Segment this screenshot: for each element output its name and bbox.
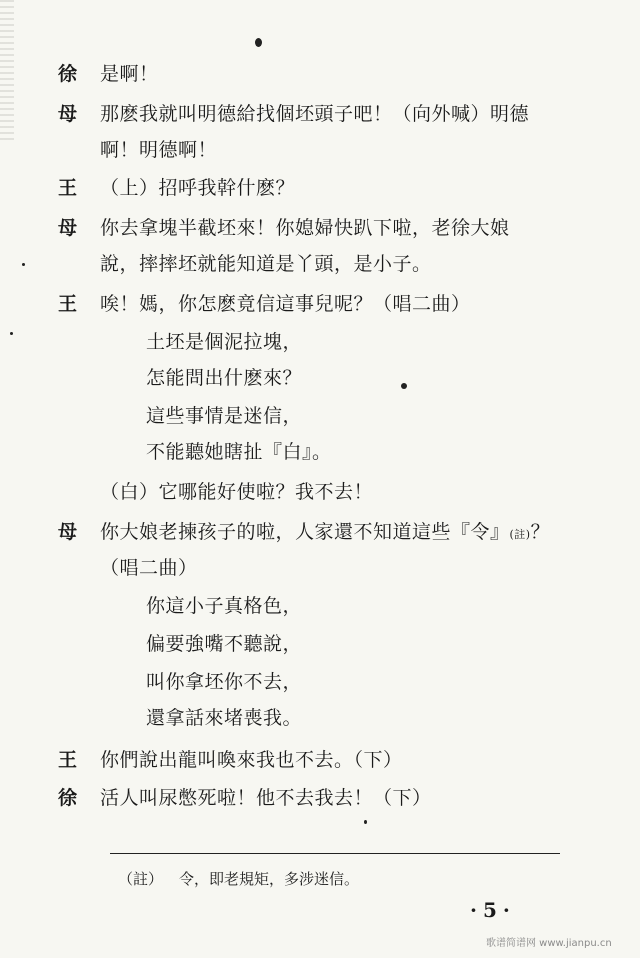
script-line: [0, 286, 640, 322]
speaker-label: 母: [58, 521, 78, 543]
dialogue-text: [100, 514, 550, 553]
song-line: 怎能問出什麽來？: [146, 367, 303, 389]
speaker-label: 王: [58, 293, 78, 315]
ink-spot: [10, 332, 13, 335]
dialogue-text: 啊！明德啊！: [100, 139, 218, 161]
script-line: [0, 434, 640, 470]
footnote-text: 令，即老規矩，多涉迷信。: [179, 870, 360, 888]
footnote: [118, 866, 359, 892]
note-reference: (註): [509, 528, 531, 541]
script-line: [0, 474, 640, 510]
song-line: 還拿話來堵喪我。: [146, 707, 303, 729]
song-line: 這些事情是迷信，: [146, 405, 303, 427]
song-line: 叫你拿坯你不去，: [146, 671, 303, 693]
script-line: [0, 360, 640, 396]
song-line: 不能聽她瞎扯『白』。: [146, 441, 332, 463]
song-line: 偏要強嘴不聽說，: [146, 633, 303, 655]
speaker-label: 徐: [58, 63, 78, 85]
script-line: [0, 742, 640, 778]
ink-spot: [255, 38, 262, 47]
ink-spot: [22, 263, 25, 266]
dialogue-tail: ？: [530, 521, 551, 543]
script-line: [0, 132, 640, 168]
dialogue-text: 你去拿塊半截坯來！你媳婦快趴下啦，老徐大娘: [100, 217, 510, 239]
script-line: [0, 56, 640, 92]
dialogue-text: （上）招呼我幹什麽？: [100, 177, 296, 199]
song-line: 土坯是個泥拉塊，: [146, 331, 303, 353]
script-line: [0, 550, 640, 586]
speaker-label: 王: [58, 749, 78, 771]
script-line: [0, 324, 640, 360]
watermark: 歌谱简谱网 www.jianpu.cn: [486, 938, 612, 949]
song-line: 你這小子真格色，: [146, 595, 303, 617]
dialogue-text: 是啊！: [100, 63, 159, 85]
speaker-label: 徐: [58, 787, 78, 809]
dialogue-text: 活人叫尿憋死啦！他不去我去！（下）: [100, 787, 432, 809]
dialogue-main: 你大娘老揀孩子的啦，人家還不知道這些『令』: [100, 521, 510, 543]
script-line: [0, 398, 640, 434]
dialogue-text: 說，摔摔坯就能知道是丫頭，是小子。: [100, 253, 432, 275]
dialogue-text: 你們說出龍叫喚來我也不去。（下）: [100, 749, 403, 771]
footnote-mark: （註）: [118, 870, 164, 888]
stage-direction: （唱二曲）: [100, 557, 198, 579]
ink-spot: [364, 820, 367, 824]
script-line: [0, 170, 640, 206]
script-line: [0, 780, 640, 816]
script-line: [0, 626, 640, 662]
dialogue-text: 唉！媽，你怎麽竟信這事兒呢？（唱二曲）: [100, 293, 471, 315]
script-line: [0, 700, 640, 736]
page-number-value: 5: [482, 898, 503, 922]
script-line: [0, 96, 640, 132]
script-line: [0, 514, 640, 550]
speaker-label: 王: [58, 177, 78, 199]
script-line: [0, 210, 640, 246]
script-line: [0, 664, 640, 700]
ink-spot: [401, 383, 407, 389]
dialogue-text: （白）它哪能好使啦？我不去！: [100, 481, 374, 503]
speaker-label: 母: [58, 103, 78, 125]
speaker-label: 母: [58, 217, 78, 239]
footnote-divider: [110, 853, 560, 854]
script-line: [0, 588, 640, 624]
dialogue-text: 那麽我就叫明德給找個坯頭子吧！（向外喊）明德: [100, 103, 530, 125]
script-line: [0, 246, 640, 282]
page-number: ·5·: [470, 898, 516, 922]
